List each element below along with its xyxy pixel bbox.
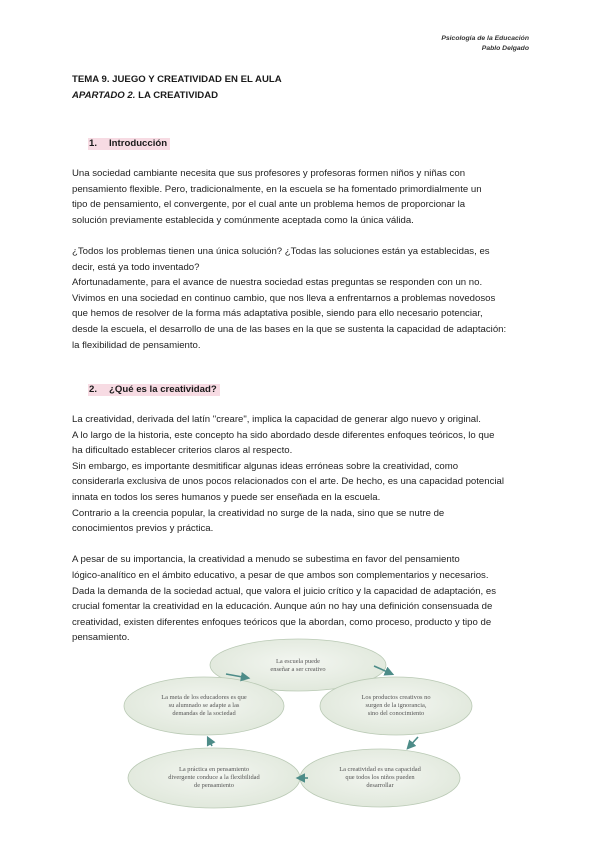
s1-p2-l5: que hemos de resolver de la forma más adaptativa posible, siendo para ello necesario potenciar, [72, 308, 483, 320]
s1-p1-l2: pensamiento flexible. Pero, tradicionalmente, en la escuela se ha fomentado primordialmente un [72, 183, 482, 195]
arrow-products-to-capacity [408, 737, 418, 748]
section-2-heading [88, 383, 220, 397]
section-1-title: Introducción [109, 138, 168, 149]
node-capacity-line-2: que todos los niños pueden [345, 774, 415, 781]
s1-p2-l4: Vivimos en una sociedad en continuo cambio, que nos lleva a enfrentarnos a problemas novedosos [72, 292, 496, 304]
s2-p1-l7: Contrario a la creencia popular, la creatividad no surge de la nada, sino que se nutre de [72, 507, 445, 519]
creativity-cycle-diagram [118, 636, 478, 848]
s2-p1-l8: conocimientos previos y práctica. [72, 523, 214, 535]
s2-p2-l3: Dada la demanda de la sociedad actual, que valora el juicio crítico y la capacidad de adaptación, es [72, 585, 496, 597]
node-practice-line-1: La práctica en pensamiento [178, 766, 250, 773]
s2-p1-l2: A lo largo de la historia, este concepto ha sido abordado desde diferentes enfoques teóricos, lo que [72, 429, 495, 441]
node-capacity-line-3: desarrollar [366, 782, 394, 789]
s2-p2-l6: pensamiento. [72, 632, 130, 644]
s2-p1-l5: considerarla exclusiva de unos pocos relacionados con el arte. De hecho, es una capacidad potencial [72, 476, 504, 488]
node-practice-line-3: de pensamiento [194, 782, 234, 789]
s2-p1-l6: innata en todos los seres humanos y puede ser enseñada en la escuela. [72, 491, 381, 503]
s2-p1-l4: Sin embargo, es importante desmitificar algunas ideas erróneas sobre la creatividad, como [72, 460, 459, 472]
header-author: Pablo Delgado [481, 45, 529, 52]
section-2-title: ¿Qué es la creatividad? [109, 384, 217, 395]
s2-p1-l1: La creatividad, derivada del latín "creare", implica la capacidad de generar algo nuevo y original. [72, 414, 481, 425]
section-1-number: 1. [89, 138, 98, 149]
node-capacity-line-1: La creatividad es una capacidad [339, 766, 421, 773]
node-products-line-1: Los productos creativos no [361, 694, 431, 701]
s1-p2-l6: desde la escuela, el desarrollo de una de las bases en la que se sustenta la capacidad de adaptación: [72, 323, 507, 335]
node-school-line-2: enseñar a ser creativo [270, 666, 326, 673]
s1-p1-l4: solución previamente establecida y comúnmente aceptada como la única válida. [72, 214, 414, 226]
node-educators-line-3: demandas de la sociedad [172, 710, 236, 717]
theme-title: TEMA 9. JUEGO Y CREATIVIDAD EN EL AULA [72, 74, 282, 85]
s1-p1-l3: tipo de pensamiento, el convergente, por el cual ante un problema hemos de proporcionar la [72, 199, 466, 211]
node-products-line-2: surgen de la ignorancia, [365, 702, 427, 709]
arrow-practice-to-goal [208, 738, 212, 746]
section-2-body [72, 412, 532, 646]
section-2-number: 2. [89, 384, 98, 395]
section-1-highlight [88, 138, 170, 150]
s1-p1-l1: Una sociedad cambiante necesita que sus profesores y profesoras formen niños y niñas con [72, 168, 466, 179]
s1-p2-l1: ¿Todos los problemas tienen una única solución? ¿Todas las soluciones están ya establecidas, es [72, 245, 490, 257]
section-1-body [72, 166, 532, 353]
section-2-highlight [88, 384, 220, 396]
section-1-heading [88, 137, 170, 151]
header-course: Psicología de la Educación [441, 35, 529, 42]
s2-p2-l2: lógico-analítico en el ámbito educativo, a pesar de que ambos son complementarios y necesarios. [72, 569, 489, 581]
section-title [72, 88, 282, 104]
diagram-node-products [320, 677, 472, 735]
diagram-node-educators-goal [124, 677, 284, 735]
node-educators-line-1: La meta de los educadores es que [161, 694, 247, 701]
s2-p2-l1: A pesar de su importancia, la creatividad a menudo se subestima en favor del pensamiento [72, 554, 460, 566]
title-block [72, 72, 282, 104]
node-products-line-3: sino del conocimiento [367, 710, 425, 717]
section-name: LA CREATIVIDAD [138, 90, 219, 101]
diagram-node-practice [128, 748, 300, 808]
s2-p1-l3: ha dificultado establecer criterios claros al respecto. [72, 445, 293, 457]
s1-p2-l2: decir, está ya todo inventado? [72, 261, 200, 273]
s1-p2-l7: la flexibilidad de pensamiento. [72, 339, 201, 351]
s2-p2-l5: creatividad, existen diferentes enfoques teóricos que la abordan, como proceso, producto y tipo de [72, 616, 492, 628]
node-practice-line-2: divergente conduce a la flexibilidad [168, 774, 260, 781]
node-school-line-1: La escuela puede [276, 658, 320, 665]
diagram-node-capacity [300, 749, 460, 807]
node-educators-line-2: su alumnado se adapte a las [168, 702, 240, 709]
s1-p2-l3: Afortunadamente, para el avance de nuestra sociedad estas preguntas se responden con un no. [72, 277, 483, 289]
section-prefix: APARTADO 2. [72, 90, 136, 101]
document-header [441, 34, 529, 54]
s2-p2-l4: crucial fomentar la creatividad en la educación. Aunque aún no hay una definición consensuada de [72, 601, 493, 613]
